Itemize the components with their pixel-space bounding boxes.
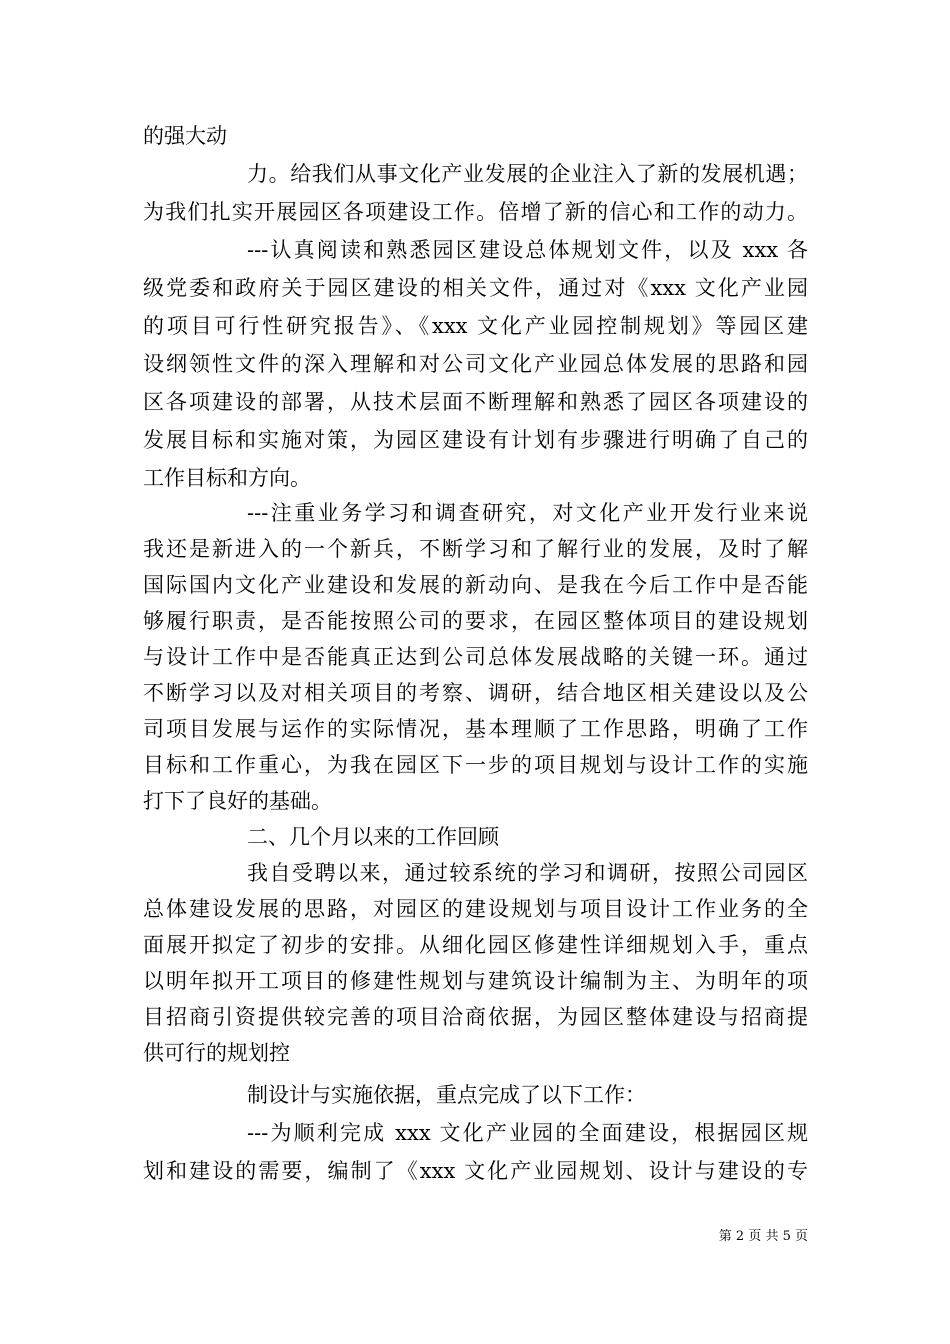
text-line: 力。给我们从事文化产业发展的企业注入了新的发展机遇； [247, 162, 808, 186]
text-line: 发展目标和实施对策，为园区建设有计划有步骤进行明确了自己的 [143, 428, 808, 452]
text-line: 制设计与实施依据，重点完成了以下工作： [247, 1083, 646, 1107]
text-line: 的项目可行性研究报告》、《xxx 文化产业园控制规划》等园区建 [143, 314, 808, 338]
text-line: 面展开拟定了初步的安排。从细化园区修建性详细规划入手，重点 [143, 933, 808, 957]
section-heading: 二、几个月以来的工作回顾 [247, 825, 499, 849]
text-line: 打下了良好的基础。 [143, 789, 332, 813]
text-line: ---为顺利完成 xxx 文化产业园的全面建设，根据园区规 [247, 1121, 808, 1145]
text-line: 的强大动 [143, 124, 227, 148]
text-line: 不断学习以及对相关项目的考察、调研，结合地区相关建设以及公 [143, 681, 808, 705]
text-line: ---认真阅读和熟悉园区建设总体规划文件，以及 xxx 各 [247, 238, 808, 262]
text-line: 工作目标和方向。 [143, 466, 311, 490]
text-line: 为我们扎实开展园区各项建设工作。倍增了新的信心和工作的动力。 [143, 200, 808, 224]
text-line: 级党委和政府关于园区建设的相关文件，通过对《xxx 文化产业园 [143, 276, 808, 300]
text-line: 够履行职责，是否能按照公司的要求，在园区整体项目的建设规划 [143, 609, 808, 633]
text-line: 以明年拟开工项目的修建性规划与建筑设计编制为主、为明年的项 [143, 969, 808, 993]
text-line: 区各项建设的部署，从技术层面不断理解和熟悉了园区各项建设的 [143, 390, 808, 414]
text-line: 我还是新进入的一个新兵，不断学习和了解行业的发展，及时了解 [143, 537, 808, 561]
text-line: 供可行的规划控 [143, 1041, 290, 1065]
text-line: 与设计工作中是否能真正达到公司总体发展战略的关键一环。通过 [143, 645, 808, 669]
text-line: 设纲领性文件的深入理解和对公司文化产业园总体发展的思路和园 [143, 352, 808, 376]
text-line: 司项目发展与运作的实际情况，基本理顺了工作思路，明确了工作 [143, 717, 808, 741]
page-number: 第 2 页 共 5 页 [718, 1229, 808, 1244]
text-line: ---注重业务学习和调查研究，对文化产业开发行业来说 [247, 501, 808, 525]
text-line: 目标和工作重心，为我在园区下一步的项目规划与设计工作的实施 [143, 753, 808, 777]
text-line: 总体建设发展的思路，对园区的建设规划与项目设计工作业务的全 [143, 897, 808, 921]
text-line: 我自受聘以来，通过较系统的学习和调研，按照公司园区 [247, 861, 808, 885]
text-line: 国际国内文化产业建设和发展的新动向、是我在今后工作中是否能 [143, 573, 808, 597]
text-line: 目招商引资提供较完善的项目洽商依据，为园区整体建设与招商提 [143, 1005, 808, 1029]
text-line: 划和建设的需要，编制了《xxx 文化产业园规划、设计与建设的专 [143, 1159, 808, 1183]
